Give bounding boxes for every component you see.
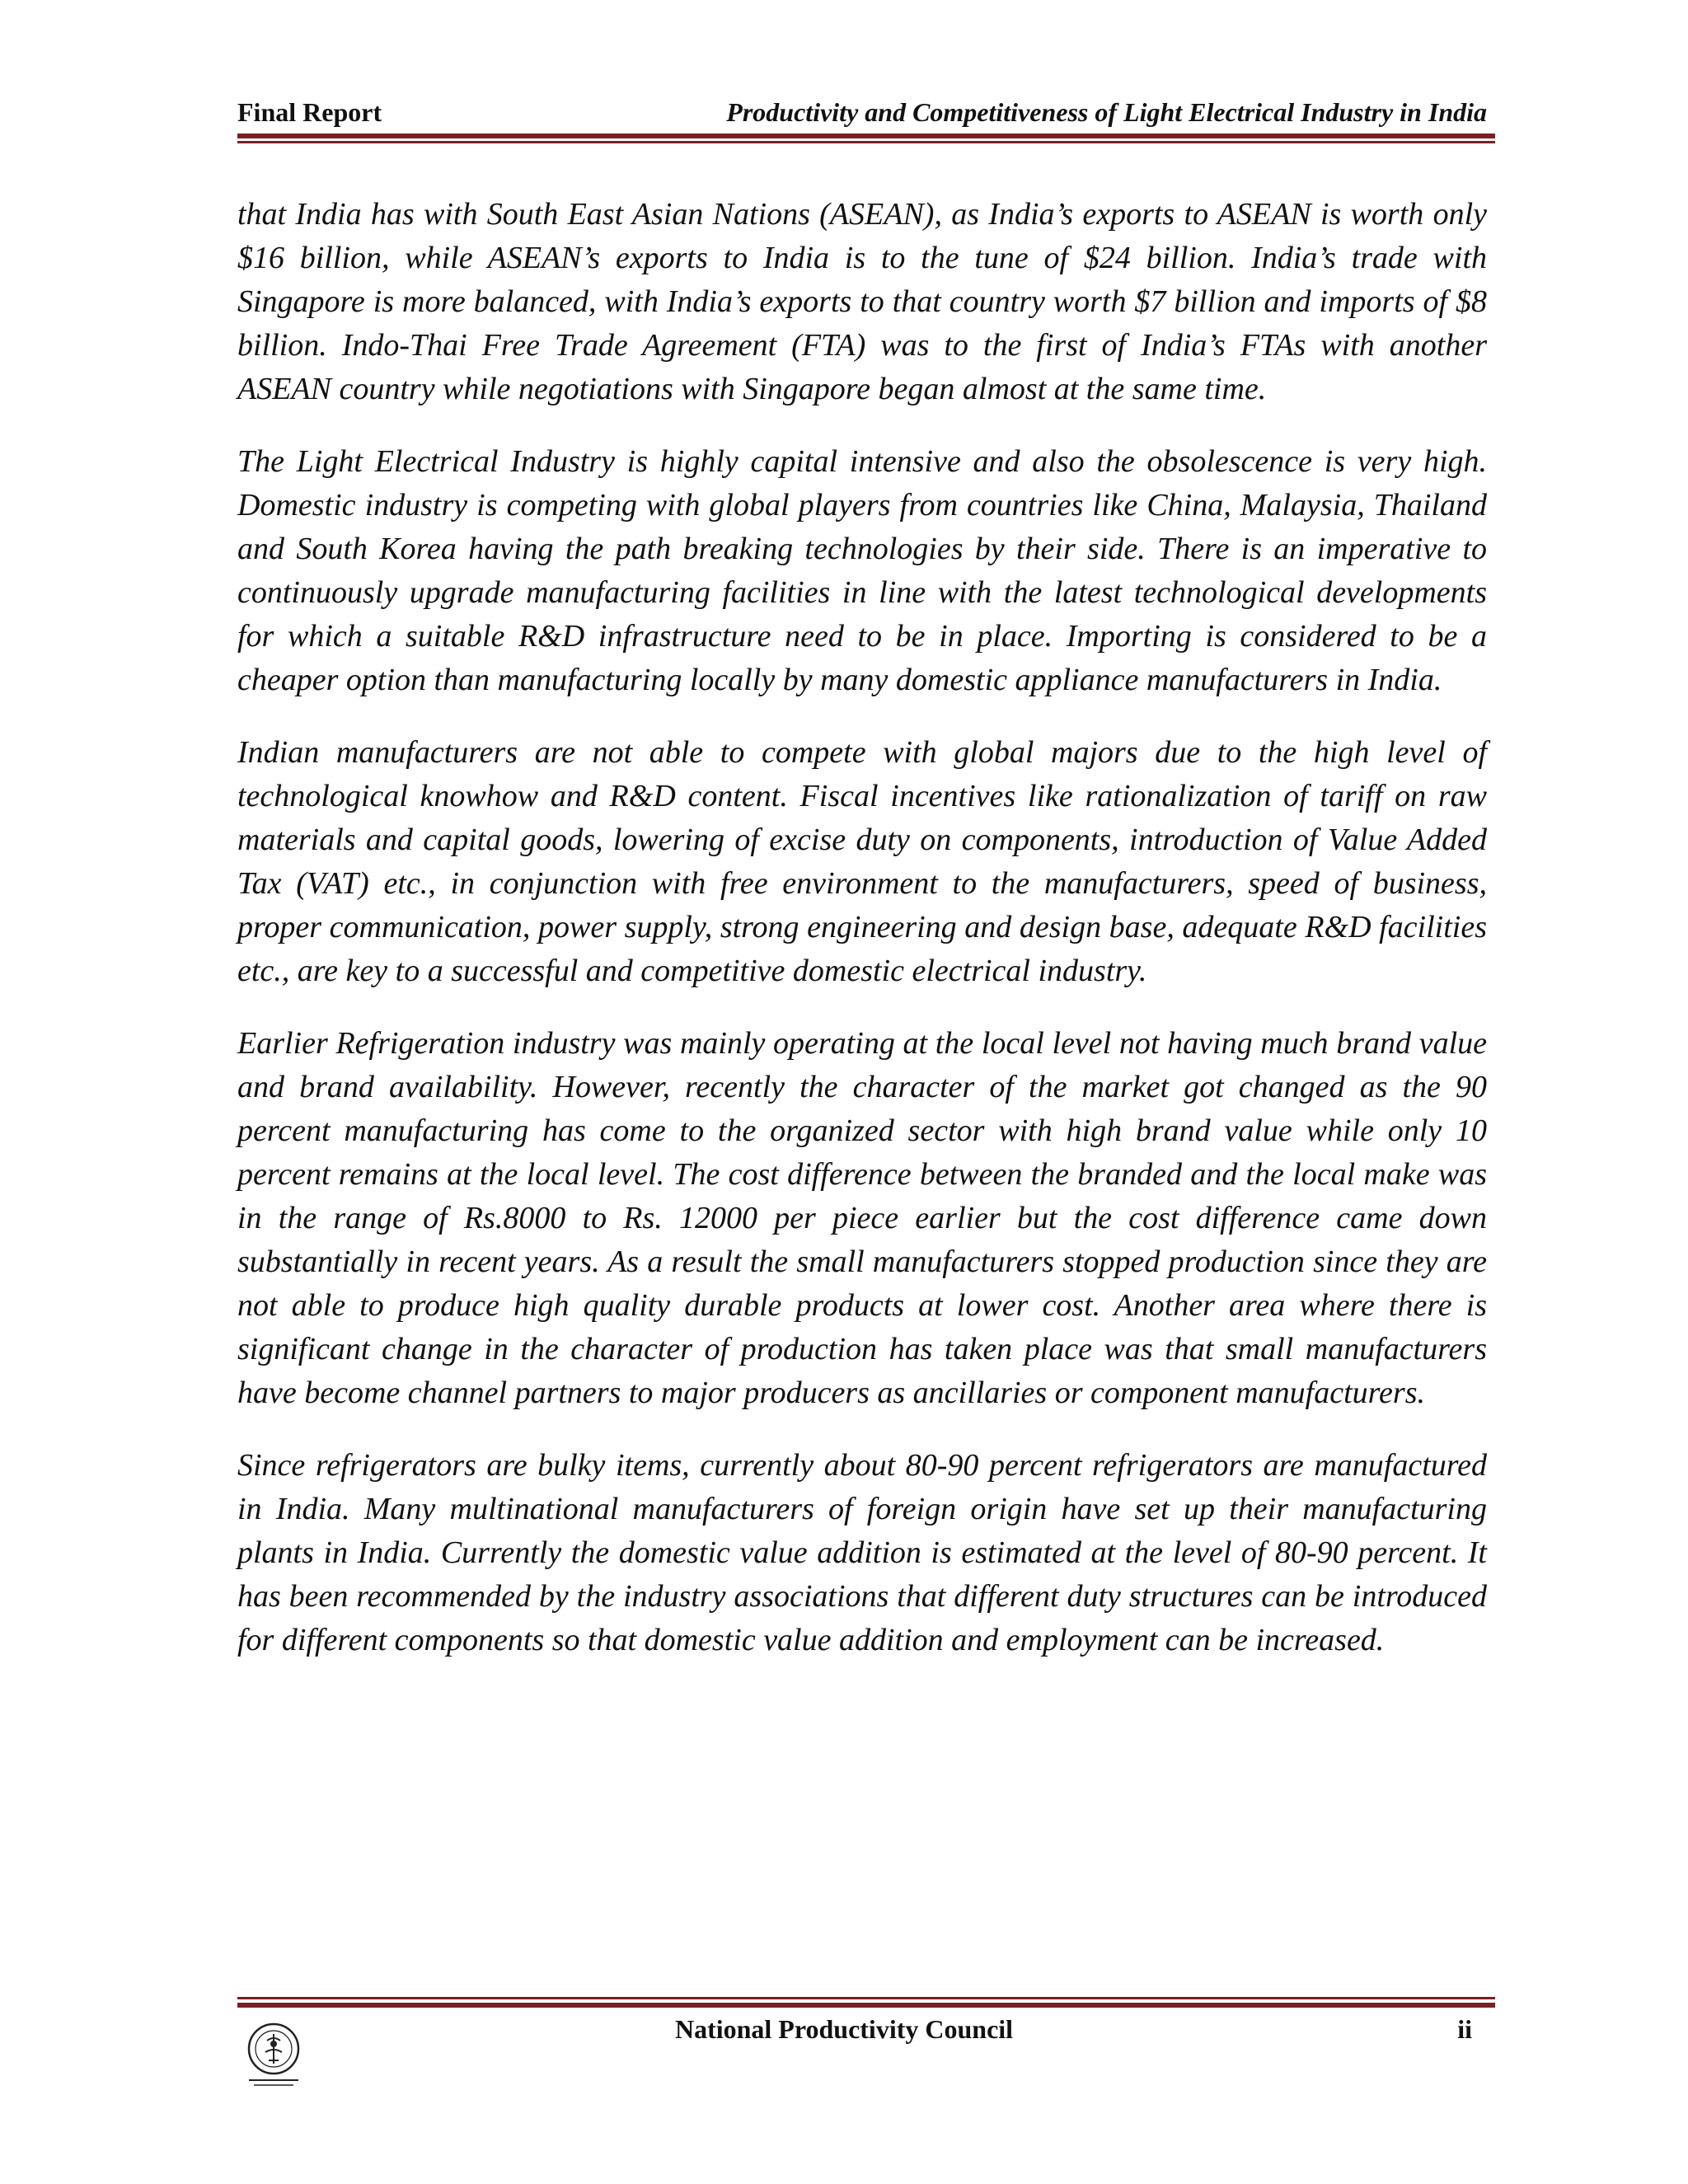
- paragraph-domestic-value-addition: Since refrigerators are bulky items, currently about 80-90 percent refrigerators are manufactured in India. Many multinational manufacturers of foreign origin have set up their manufacturing plants in India. Currently the domestic value addition is estimated at the level of 80-90 percent. It has been recommended by the industry associations that different duty structures can be introduced for different components so that domestic value addition and employment can be increased.: [237, 1448, 1487, 1657]
- body-text: [237, 193, 1487, 1691]
- page-number: ii: [1457, 2014, 1472, 2044]
- header-report-title: Productivity and Competitiveness of Light Electrical Industry in India: [726, 97, 1487, 127]
- paragraph-refrigeration-industry: Earlier Refrigeration industry was mainly operating at the local level not having much brand value and brand availability. However, recently the character of the market got changed as the 90 percent manufacturing has come to the organized sector with high brand value while only 10 percent remains at the local level. The cost difference between the branded and the local make was in the range of Rs.8000 to Rs. 12000 per piece earlier but the cost difference came down substantially in recent years. As a result the small manufacturers stopped production since they are not able to produce high quality durable products at lower cost. Another area where there is significant change in the character of production has taken place was that small manufacturers have become channel partners to major producers as ancillaries or component manufacturers.: [237, 1026, 1487, 1410]
- paragraph-capital-intensive: The Light Electrical Industry is highly capital intensive and also the obsolescence is very high. Domestic industry is competing with global players from countries like China, Malaysia, Thailand and South Korea having the path breaking technologies by their side. There is an imperative to continuously upgrade manufacturing facilities in line with the latest technological developments for which a suitable R&D infrastructure need to be in place. Importing is considered to be a cheaper option than manufacturing locally by many domestic appliance manufacturers in India.: [237, 444, 1487, 697]
- header-rule-thick: [237, 134, 1495, 138]
- paragraph-asean-trade: that India has with South East Asian Nations (ASEAN), as India’s exports to ASEAN is worth only $16 billion, while ASEAN’s exports to India is to the tune of $24 billion. India’s trade with Singapore is more balanced, with India’s exports to that country worth $7 billion and imports of $8 billion. Indo-Thai Free Trade Agreement (FTA) was to the first of India’s FTAs with another ASEAN country while negotiations with Singapore began almost at the same time.: [237, 197, 1487, 406]
- footer-organization: National Productivity Council: [674, 2014, 1014, 2044]
- header-report-label: Final Report: [237, 97, 382, 127]
- header-rule-thin: [237, 141, 1495, 143]
- paragraph-fiscal-incentives: Indian manufacturers are not able to compete with global majors due to the high level of technological knowhow and R&D content. Fiscal incentives like rationalization of tariff on raw materials and capital goods, lowering of excise duty on components, introduction of Value Added Tax (VAT) etc., in conjunction with free environment to the manufacturers, speed of business, proper communication, power supply, strong engineering and design base, adequate R&D facilities etc., are key to a successful and competitive domestic electrical industry.: [237, 735, 1487, 988]
- footer-rule-thin: [237, 1997, 1495, 1999]
- footer-rule-thick: [237, 2003, 1495, 2008]
- page-header: [237, 97, 1487, 130]
